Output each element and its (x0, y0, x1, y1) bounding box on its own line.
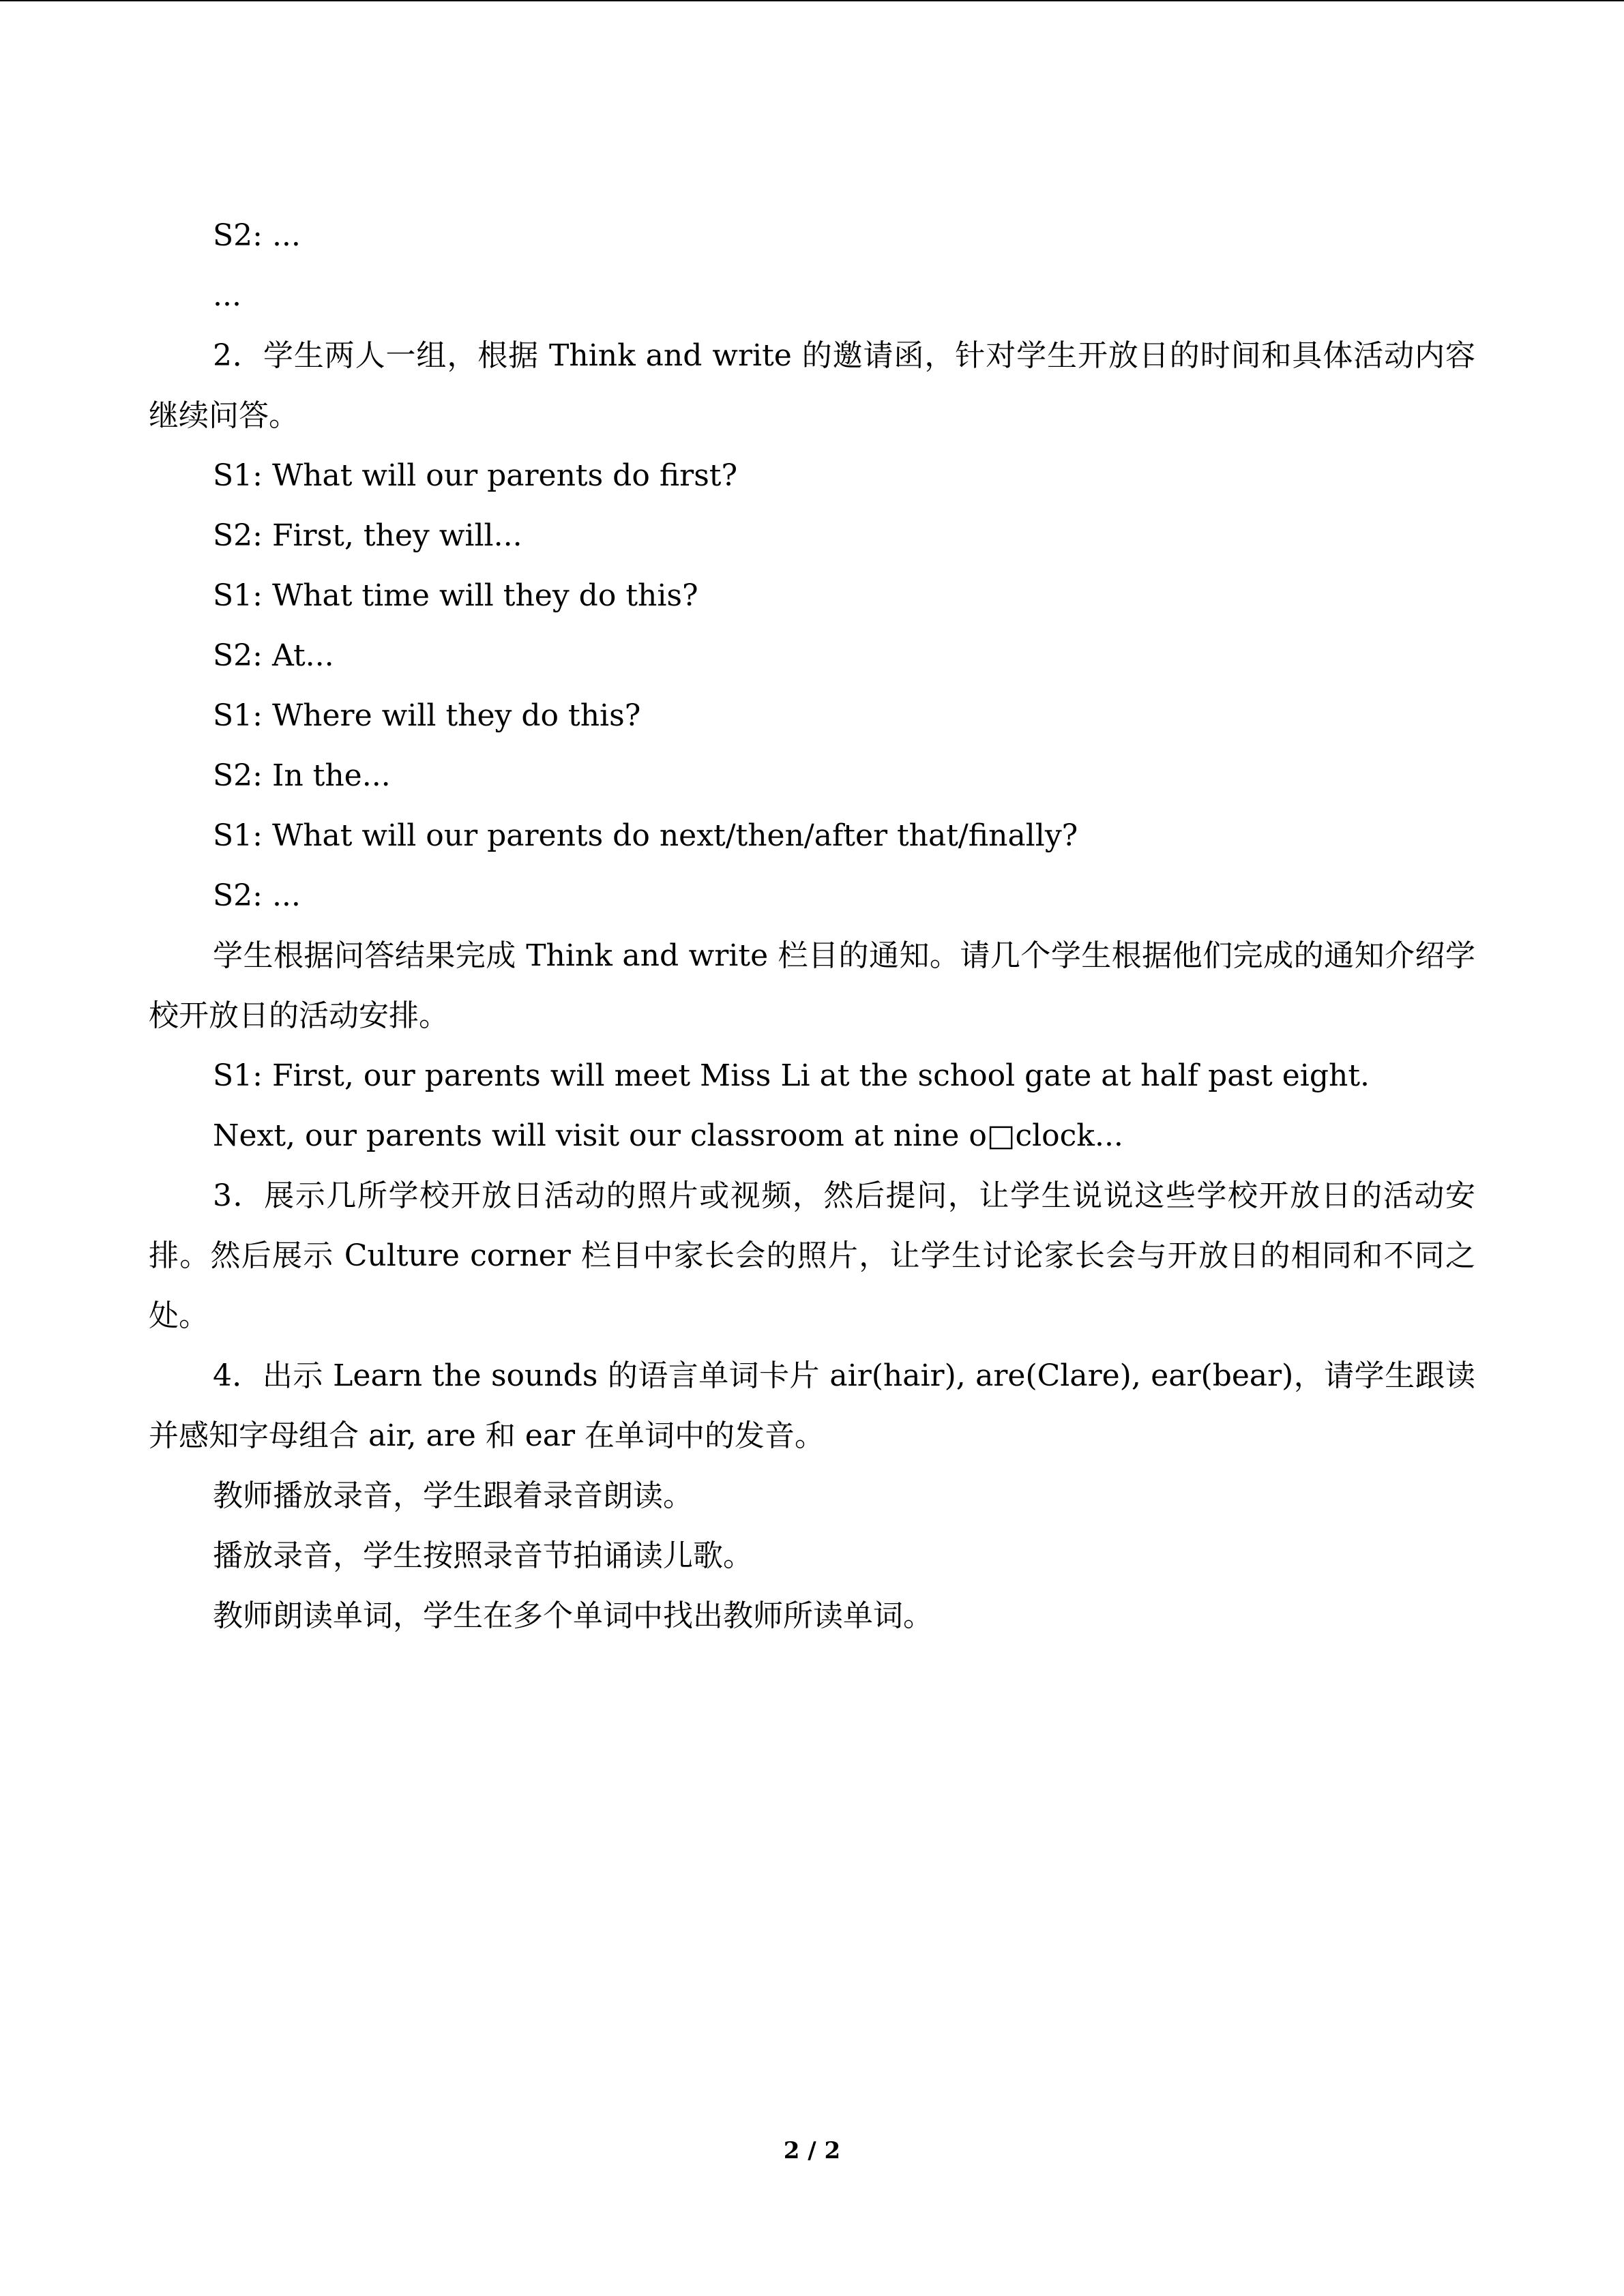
dialogue-line: S1: What will our parents do first? (213, 458, 738, 493)
dialogue-line: S1: What will our parents do next/then/after that/finally? (213, 818, 1078, 853)
dialogue-line: S1: Where will they do this? (213, 698, 641, 733)
instruction-line: 教师播放录音，学生跟着录音朗读。 (213, 1478, 693, 1513)
ellipsis-line: ... (213, 278, 241, 313)
instruction-paragraph: 学生根据问答结果完成 Think and write 栏目的通知。请几个学生根据他们完成的通知介绍学校开放日的活动安排。 (149, 938, 1475, 1033)
instruction-paragraph: 2．学生两人一组，根据 Think and write 的邀请函，针对学生开放日的时间和具体活动内容继续问答。 (149, 338, 1475, 433)
dialogue-line: Next, our parents will visit our classroom at nine o□clock... (213, 1118, 1123, 1153)
dialogue-line: S2: At... (213, 638, 334, 673)
dialogue-line: S1: First, our parents will meet Miss Li at the school gate at half past eight. (213, 1058, 1370, 1093)
instruction-line: 教师朗读单词，学生在多个单词中找出教师所读单词。 (213, 1598, 933, 1633)
dialogue-line: S2: ... (213, 218, 301, 253)
instruction-paragraph: 4．出示 Learn the sounds 的语言单词卡片 air(hair), are(Clare), ear(bear)，请学生跟读并感知字母组合 air, are 和 ear 在单词中的发音。 (149, 1358, 1475, 1453)
dialogue-line: S1: What time will they do this? (213, 578, 698, 613)
dialogue-line: S2: ... (213, 878, 301, 913)
instruction-line: 播放录音，学生按照录音节拍诵读儿歌。 (213, 1538, 753, 1573)
dialogue-line: S2: First, they will... (213, 518, 522, 553)
instruction-paragraph: 3．展示几所学校开放日活动的照片或视频，然后提问，让学生说说这些学校开放日的活动安排。然后展示 Culture corner 栏目中家长会的照片，让学生讨论家长会与开放日的相同和不同之处。 (149, 1178, 1475, 1333)
document-body (149, 206, 1475, 1646)
dialogue-line: S2: In the... (213, 758, 391, 793)
page-number: 2 / 2 (783, 2137, 841, 2164)
